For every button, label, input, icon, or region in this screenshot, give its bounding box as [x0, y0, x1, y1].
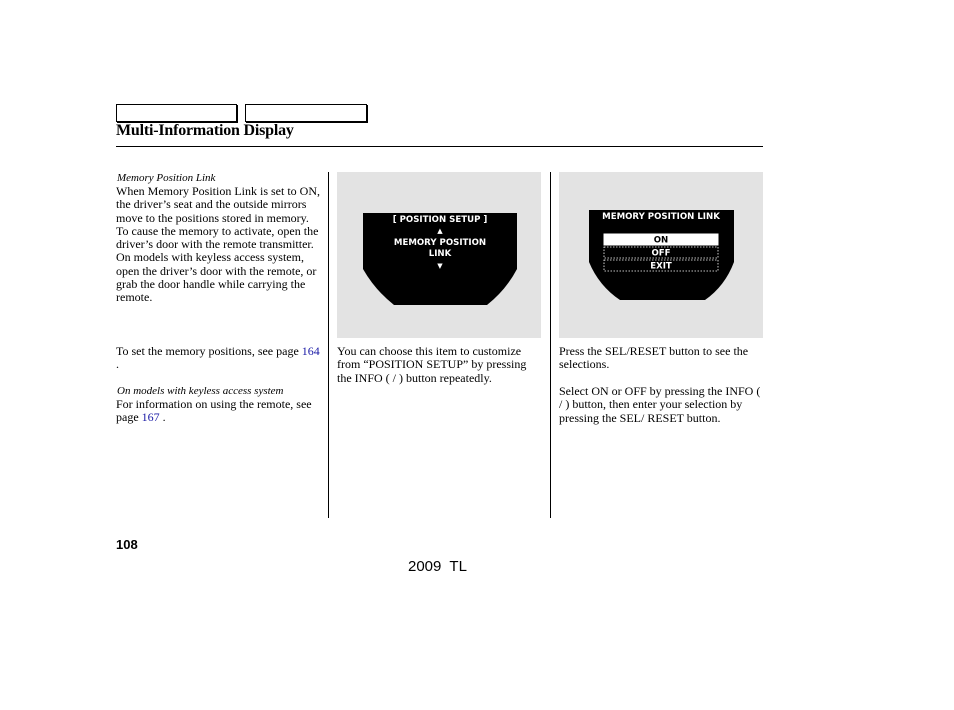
- option-on[interactable]: ON: [653, 235, 669, 246]
- page-link-164[interactable]: 164: [301, 344, 320, 358]
- header-rule: [116, 146, 763, 147]
- model-label: 2009 TL: [408, 558, 467, 575]
- reference-suffix: .: [159, 410, 166, 425]
- page-link-167[interactable]: 167: [141, 410, 160, 425]
- down-arrow-icon: ▼: [437, 262, 443, 270]
- page-title: Multi-Information Display: [116, 122, 294, 139]
- option-off[interactable]: OFF: [651, 248, 671, 259]
- memory-link-screen-image: [559, 172, 763, 338]
- screen-line-memory-position: MEMORY POSITION: [393, 238, 487, 248]
- nav-tab-main-menu[interactable]: [116, 104, 237, 122]
- section-heading-memory-position-link: Memory Position Link: [117, 172, 216, 184]
- section-heading-keyless: On models with keyless access system: [117, 385, 284, 397]
- position-setup-instructions: You can choose this item to customize from “POSITION SETUP” by pressing the INFO ( / ) button repeatedly.: [337, 344, 527, 385]
- reference-text: For information on using the remote, see page: [116, 397, 312, 425]
- see-selections-instructions: Press the SEL/RESET button to see the selections.: [559, 344, 749, 372]
- screen-line-link: LINK: [428, 249, 452, 259]
- display-illustration: [559, 172, 763, 338]
- position-setup-screen-image: [337, 172, 541, 338]
- memory-setup-reference: [116, 345, 324, 372]
- select-option-instructions: Select ON or OFF by pressing the INFO ( / ) button, then enter your selection by pressing the SEL/ RESET button.: [559, 384, 761, 425]
- screen-line-position-setup: [ POSITION SETUP ]: [392, 215, 488, 225]
- remote-info-reference: [116, 398, 324, 425]
- reference-suffix: .: [116, 357, 119, 372]
- screen-title-memory-position-link: MEMORY POSITION LINK: [602, 212, 720, 222]
- nav-tab-index[interactable]: [245, 104, 367, 122]
- display-illustration: [337, 172, 541, 338]
- reference-text: To set the memory positions, see page: [116, 344, 302, 358]
- up-arrow-icon: ▲: [437, 227, 443, 235]
- option-exit[interactable]: EXIT: [650, 261, 672, 272]
- memory-position-description: When Memory Position Link is set to ON, the driver’s seat and the outside mirrors move to the positions stored in memory. To cause the memory to activate, open the driver’s door with the remote transmitter. On models with keyless access system, open the driver’s door with the remote, or grab the door handle while carrying the remote.: [116, 184, 320, 305]
- column-divider-2: [550, 172, 551, 518]
- page-number: 108: [116, 537, 138, 552]
- column-divider-1: [328, 172, 329, 518]
